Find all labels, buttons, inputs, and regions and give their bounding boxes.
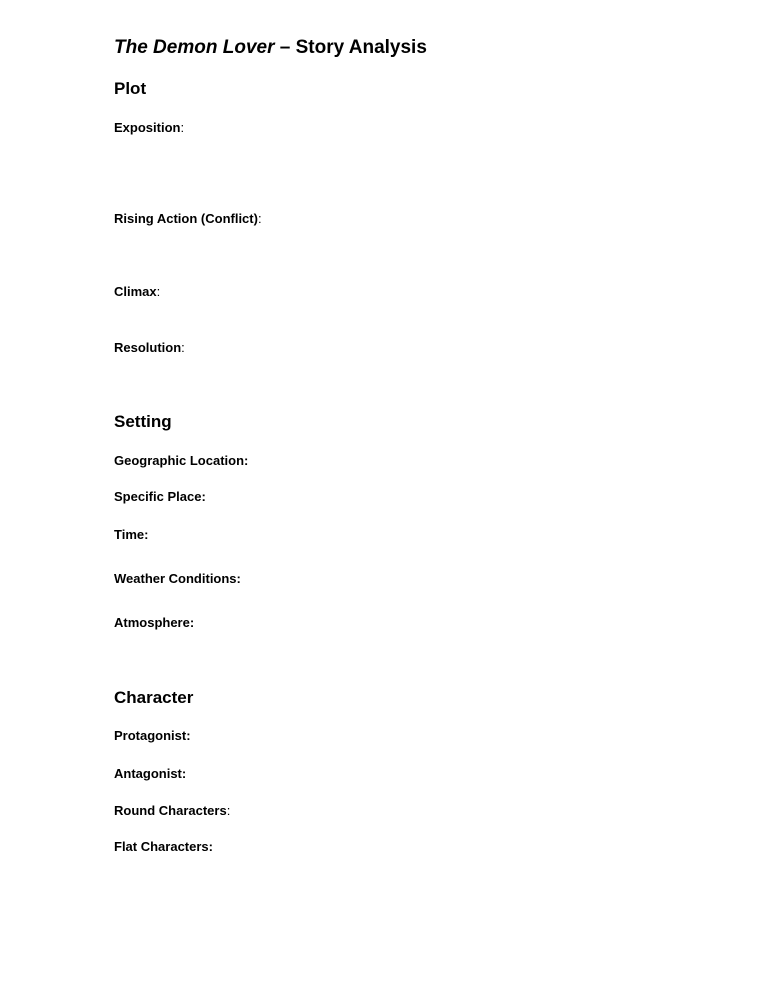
- rising-action-colon: :: [257, 211, 262, 226]
- atmosphere-label-text: Atmosphere:: [114, 615, 195, 630]
- flat-characters-label-text: Flat Characters:: [114, 839, 213, 854]
- climax-label-text: Climax: [114, 284, 157, 299]
- round-characters-label-text: Round Characters: [114, 803, 227, 818]
- resolution-label-text: Resolution: [114, 340, 182, 355]
- time-label: [114, 526, 148, 543]
- weather-conditions-label-text: Weather Conditions:: [114, 571, 241, 586]
- document-title: [114, 36, 427, 60]
- character-heading: Character: [114, 688, 194, 707]
- resolution-colon: :: [181, 340, 185, 355]
- rising-action-label-text: Rising Action (Conflict): [114, 211, 258, 226]
- exposition-label-text: Exposition: [114, 120, 181, 135]
- weather-conditions-label: [114, 570, 241, 587]
- exposition-colon: :: [180, 120, 185, 135]
- specific-place-label: [114, 488, 206, 505]
- specific-place-label-text: Specific Place:: [114, 489, 206, 504]
- round-characters-colon: :: [226, 803, 231, 818]
- climax-colon: :: [156, 284, 161, 299]
- climax-label: [114, 283, 160, 300]
- protagonist-label-text: Protagonist:: [114, 728, 191, 743]
- geographic-location-label: [114, 452, 248, 469]
- flat-characters-label: [114, 838, 213, 855]
- rising-action-label: [114, 210, 262, 227]
- document-title-italic: The Demon Lover: [114, 37, 275, 58]
- protagonist-label: [114, 727, 191, 744]
- time-label-text: Time:: [114, 527, 149, 542]
- document-title-rest: – Story Analysis: [274, 37, 427, 58]
- exposition-label: [114, 119, 184, 136]
- resolution-label: [114, 339, 185, 356]
- plot-heading: Plot: [114, 79, 147, 98]
- round-characters-label: [114, 802, 230, 819]
- antagonist-label-text: Antagonist:: [114, 766, 187, 781]
- antagonist-label: [114, 765, 186, 782]
- atmosphere-label: [114, 614, 194, 631]
- setting-heading: Setting: [114, 412, 172, 431]
- geographic-location-label-text: Geographic Location:: [114, 453, 249, 468]
